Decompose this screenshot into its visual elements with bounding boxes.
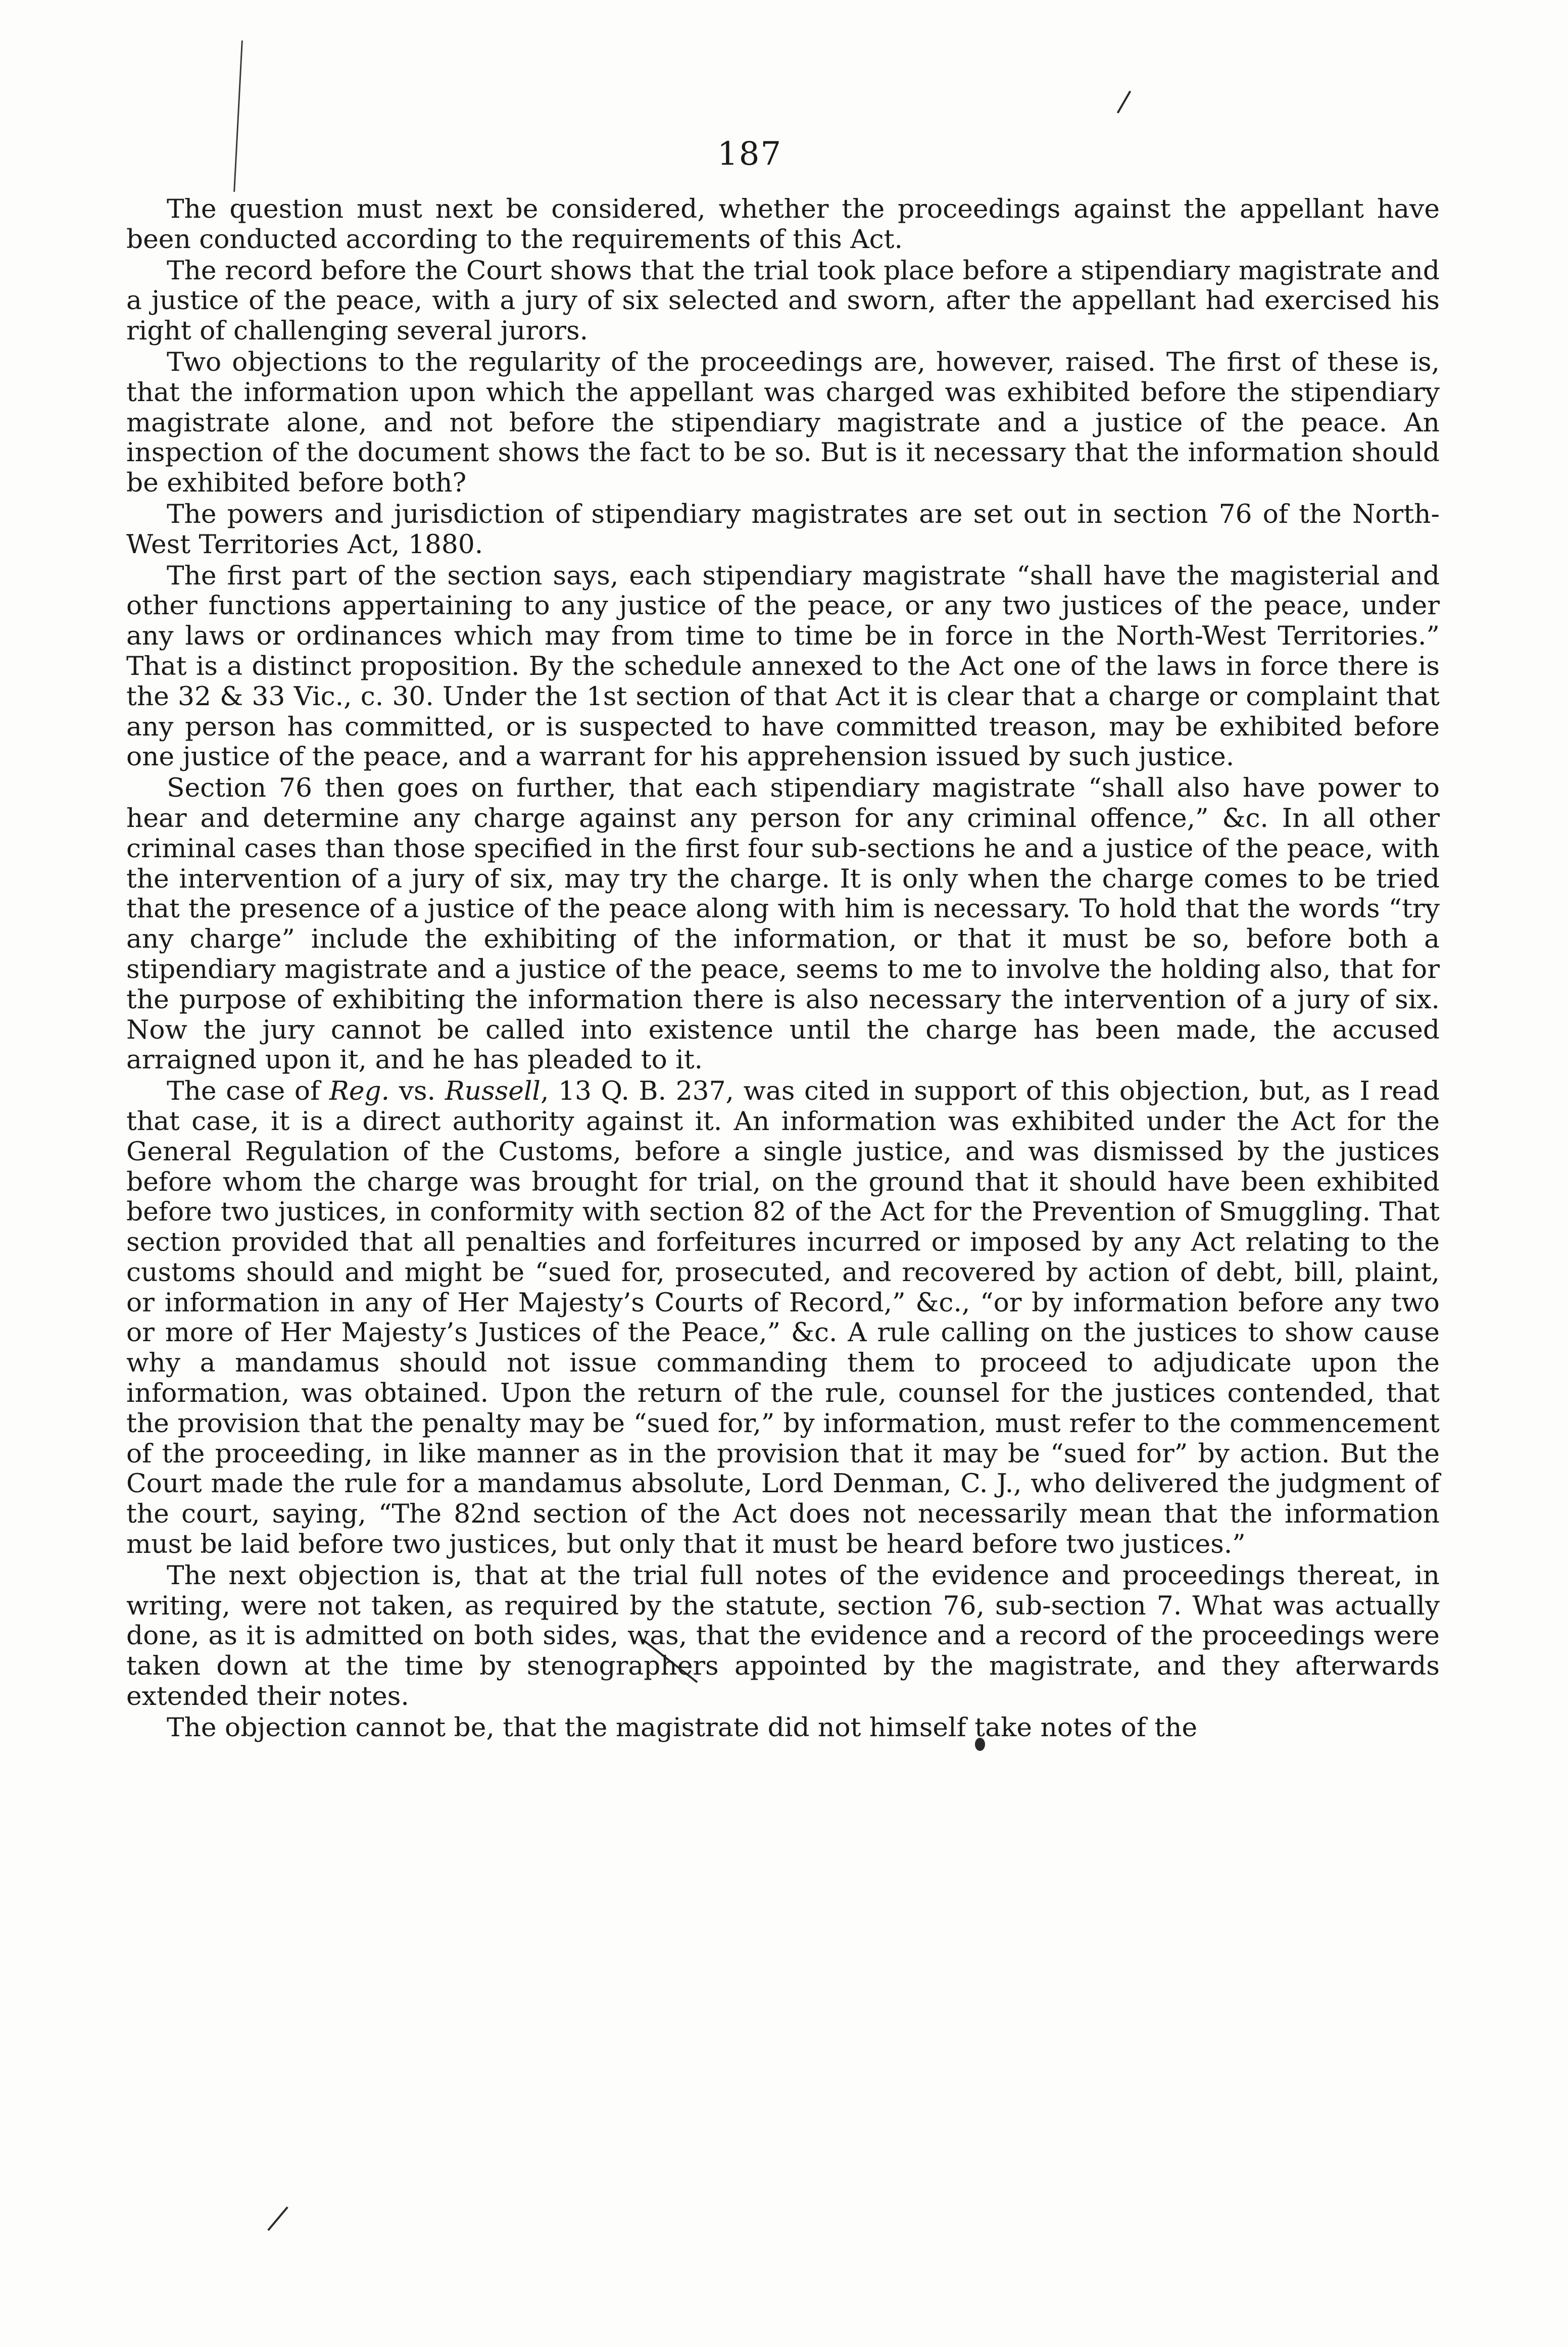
paragraph-powers: The powers and jurisdiction of stipendiary magistrates are set out in section 76 of the North-West Territories Act, 1880. bbox=[126, 499, 1440, 560]
scan-artifact-stroke bbox=[267, 2207, 288, 2231]
page-number: 187 bbox=[717, 135, 782, 173]
paragraph-next-objection: The next objection is, that at the trial full notes of the evidence and proceedings thereat, in writing, were not taken, as required by the statute, section 76, sub-section 7. What was actually done, as it is admitted on both sides, was, that the evidence and a record of the proceedings were taken down at the time by stenographers appointed by the magistrate, and they afterwards extended their notes. bbox=[126, 1560, 1440, 1712]
paragraph-objection-cannot: The objection cannot be, that the magistrate did not himself take notes of the bbox=[167, 1712, 1198, 1743]
paragraph-russell-case bbox=[126, 1077, 1440, 1560]
body-text bbox=[126, 194, 1440, 1743]
case-name-reg: Reg. bbox=[329, 1076, 390, 1107]
scan-artifact-stroke bbox=[1117, 90, 1131, 113]
russell-lead: The case of bbox=[167, 1076, 329, 1107]
paragraph-record: The record before the Court shows that the trial took place before a stipendiary magistrate and a justice of the peace, with a jury of six selected and sworn, after the appellant had exercised his right of challenging several jurors. bbox=[126, 255, 1440, 347]
case-party-russell: Russell bbox=[445, 1076, 541, 1107]
paragraph-question: The question must next be considered, whether the proceedings against the appellant have been conducted according to the requirements of this Act. bbox=[126, 194, 1440, 255]
case-vs: vs. bbox=[389, 1076, 445, 1107]
russell-rest: , 13 Q. B. 237, was cited in support of this objection, but, as I read that case, it is a direct authority against it. An information was exhibited under the Act for the General Regulation of the Customs, before a single justice, and was dismissed by the justices before whom the charge was brought for trial, on the ground that it should have been exhibited before two justices, in conformity with section 82 of the Act for the Prevention of Smuggling. That section provided that all penalties and forfeitures incurred or imposed by any Act relating to the customs should and might be “sued for, prosecuted, and recovered by action of debt, bill, plaint, or information in any of Her Majesty’s Courts of Record,” &c., “or by information before any two or more of Her Majesty’s Justices of the Peace,” &c. A rule calling on the justices to show cause why a mandamus should not issue commanding them to proceed to adjudicate upon the information, was obtained. Upon the return of the rule, counsel for the justices contended, that the provision that the penalty may be “sued for,” by information, must refer to the commencement of the proceeding, in like manner as in the provision that it may be “sued for” by action. But the Court made the rule for a mandamus absolute, Lord Denman, C. J., who delivered the judgment of the court, saying, “The 82nd section of the Act does not necessarily mean that the information must be laid before two justices, but only that it must be heard before two justices.” bbox=[126, 1076, 1440, 1560]
paragraph-objections: Two objections to the regularity of the proceedings are, however, raised. The first of these is, that the information upon which the appellant was charged was exhibited before the stipendiary magistrate alone, and not before the stipendiary magistrate and a justice of the peace. An inspection of the document shows the fact to be so. But is it necessary that the information should be exhibited before both? bbox=[126, 347, 1440, 499]
paragraph-first-part: The first part of the section says, each stipendiary magistrate “shall have the magisterial and other functions appertaining to any justice of the peace, or any two justices of the peace, under any laws or ordinances which may from time to time be in force in the North-West Territories.” That is a distinct proposition. By the schedule annexed to the Act one of the laws in force there is the 32 & 33 Vic., c. 30. Under the 1st section of that Act it is clear that a charge or complaint that any person has committed, or is suspected to have committed treason, may be exhibited before one justice of the peace, and a warrant for his apprehension issued by such justice. bbox=[126, 560, 1440, 772]
paragraph-section-76: Section 76 then goes on further, that each stipendiary magistrate “shall also have power to hear and determine any charge against any person for any criminal offence,” &c. In all other criminal cases than those specified in the first four sub-sections he and a justice of the peace, with the intervention of a jury of six, may try the charge. It is only when the charge comes to be tried that the presence of a justice of the peace along with him is necessary. To hold that the words “try any charge” include the exhibiting of the information, or that it must be so, before both a stipendiary magistrate and a justice of the peace, seems to me to involve the holding also, that for the purpose of exhibiting the information there is also necessary the intervention of a jury of six. Now the jury cannot be called into existence until the charge has been made, the accused arraigned upon it, and he has pleaded to it. bbox=[126, 773, 1440, 1075]
scan-artifact-rule bbox=[233, 40, 243, 192]
